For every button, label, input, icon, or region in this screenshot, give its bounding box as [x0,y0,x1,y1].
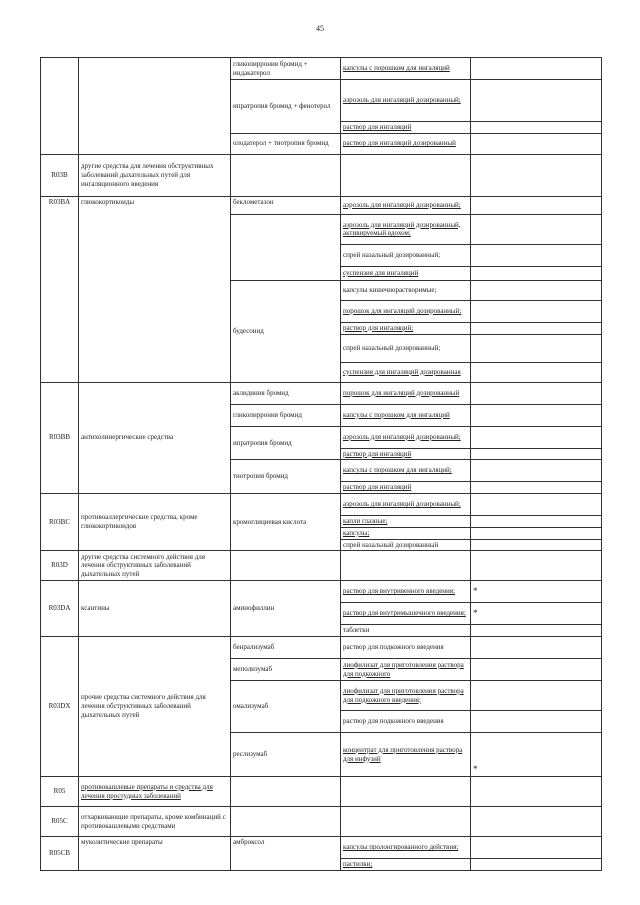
table-row [41,382,602,404]
note-mark [471,807,602,837]
substance-name: беклометазон [231,196,341,214]
note-mark [471,362,602,382]
note-mark [471,637,602,659]
dosage-form: раствор для внутривенного введения; [341,581,471,603]
atc-group-name: противокашлевые препараты и средства для лечения простудных заболеваний [79,777,231,807]
table-row [41,837,602,859]
note-mark [471,382,602,404]
note-mark [471,494,602,516]
dosage-form: раствор для ингаляций [341,448,471,460]
substance-name: гликопиррония бромид [231,404,341,426]
dosage-form [341,807,471,837]
note-mark [471,154,602,196]
note-mark [471,659,602,681]
atc-code: R05C [41,807,79,837]
dosage-form [341,154,471,196]
atc-group-name: противоаллергические средства, кроме глюкокортикоидов [79,494,231,551]
note-mark: * [471,581,602,603]
dosage-form: лиофилизат для приготовления раствора для подкожного [341,659,471,681]
table-row [41,581,602,603]
dosage-form: раствор для внутримышечного введения; [341,603,471,625]
substance-name: аклидиния бромид [231,382,341,404]
note-mark [471,80,602,122]
dosage-form: таблетки [341,625,471,637]
atc-code: R03DA [41,581,79,637]
atc-group-name: другие средства для лечения обструктивных заболеваний дыхательных путей для ингаляционного введения [79,154,231,196]
dosage-form: суспензия для ингаляций дозированная [341,362,471,382]
atc-group-name: муколитические препараты [79,837,231,871]
substance-name [231,551,341,581]
atc-group-name: антихолинергические средства [79,382,231,494]
note-mark: * [471,733,602,777]
note-mark [471,122,602,134]
table-row [41,807,602,837]
note-mark [471,777,602,807]
dosage-form: раствор для ингаляций [341,122,471,134]
note-mark [471,460,602,482]
note-mark: * [471,603,602,625]
note-mark [471,539,602,551]
dosage-form: раствор для подкожного введения [341,711,471,733]
note-mark [471,214,602,244]
table-row [41,637,602,659]
dosage-form: раствор для ингаляций; [341,322,471,334]
note-mark [471,625,602,637]
atc-code: R03BB [41,382,79,494]
dosage-form: спрей назальный дозированный; [341,244,471,266]
note-mark [471,711,602,733]
dosage-form: пастилки; [341,859,471,871]
dosage-form: раствор для ингаляций дозированный [341,133,471,154]
note-mark [471,133,602,154]
substance-name: ипратропия бромид + фенотерол [231,80,341,134]
page-number: 45 [316,24,324,33]
substance-name-empty [231,214,341,280]
note-mark [471,516,602,528]
atc-code: R05 [41,777,79,807]
substance-name: будесонид [231,280,341,382]
dosage-form [341,551,471,581]
substance-name: ипратропия бромид [231,426,341,460]
note-mark [471,859,602,871]
table-row [41,58,602,80]
dosage-form: аэрозоль для ингаляций дозированный; [341,196,471,214]
note-mark [471,551,602,581]
atc-code: R05CB [41,837,79,871]
atc-code: R03BA [41,196,79,382]
note-mark [471,300,602,322]
note-mark [471,426,602,448]
note-mark [471,527,602,539]
substance-name: амброксол [231,837,341,871]
dosage-form: аэрозоль для ингаляций дозированный, активируемый вдохом; [341,214,471,244]
substance-name: аминофиллин [231,581,341,637]
substance-name: реслизумаб [231,733,341,777]
dosage-form: капсулы с порошком для ингаляций [341,404,471,426]
substance-name: олодатерол + тиотропия бромид [231,133,341,154]
dosage-form: порошок для ингаляций дозированный [341,382,471,404]
table-row [41,154,602,196]
dosage-form: раствор для ингаляций [341,482,471,494]
substance-name: омализумаб [231,681,341,733]
substance-name: кромоглициевая кислота [231,494,341,551]
note-mark [471,837,602,859]
dosage-form: суспензия для ингаляций [341,266,471,280]
atc-group-name: прочие средства системного действия для лечения обструктивных заболеваний дыхательных путей [79,637,231,777]
note-mark [471,482,602,494]
atc-code [41,58,79,155]
dosage-form: концентрат для приготовления раствора для инфузий [341,733,471,777]
dosage-form: капсулы с порошком для ингаляций [341,58,471,80]
note-mark [471,244,602,266]
dosage-form [341,777,471,807]
substance-name: меполизумаб [231,659,341,681]
dosage-form: капсулы с порошком для ингаляций; [341,460,471,482]
table-row [41,551,602,581]
atc-code: R03BC [41,494,79,551]
substance-name [231,777,341,807]
note-mark [471,404,602,426]
dosage-form: спрей назальный дозированный [341,539,471,551]
atc-code: R03B [41,154,79,196]
dosage-form: капсулы; [341,527,471,539]
atc-group-name: ксантины [79,581,231,637]
atc-group-name: другие средства системного действия для лечения обструктивных заболеваний дыхательных путей [79,551,231,581]
substance-name: бенрализумаб [231,637,341,659]
atc-code: R03DX [41,637,79,777]
dosage-form: аэрозоль для ингаляций дозированный; [341,426,471,448]
substance-name [231,154,341,196]
dosage-form: капсулы кишечнорастворимые; [341,280,471,300]
dosage-form: лиофилизат для приготовления раствора для подкожного введения; [341,681,471,711]
note-mark [471,196,602,214]
note-mark [471,58,602,80]
atc-group-name: глюкокортикоиды [79,196,231,382]
note-mark [471,448,602,460]
substance-name: тиотропия бромид [231,460,341,494]
note-mark [471,266,602,280]
dosage-form: спрей назальный дозированный; [341,334,471,362]
dosage-form: капли глазные; [341,516,471,528]
dosage-form: аэрозоль для ингаляций дозированный; [341,494,471,516]
substance-name [231,807,341,837]
table-row [41,494,602,516]
table-row [41,777,602,807]
note-mark [471,681,602,711]
atc-code: R03D [41,551,79,581]
note-mark [471,322,602,334]
atc-group-name: отхаркивающие препараты, кроме комбинаций с противокашлевыми средствами [79,807,231,837]
note-mark [471,334,602,362]
drug-list-table [40,57,602,871]
dosage-form: раствор для подкожного введения [341,637,471,659]
atc-group-name [79,58,231,155]
note-mark [471,280,602,300]
dosage-form: капсулы пролонгированного действия; [341,837,471,859]
substance-name: гликопиррония бромид + индакатерол [231,58,341,80]
dosage-form: порошок для ингаляций дозированный; [341,300,471,322]
dosage-form: аэрозоль для ингаляций дозированный; [341,80,471,122]
table-row [41,196,602,214]
